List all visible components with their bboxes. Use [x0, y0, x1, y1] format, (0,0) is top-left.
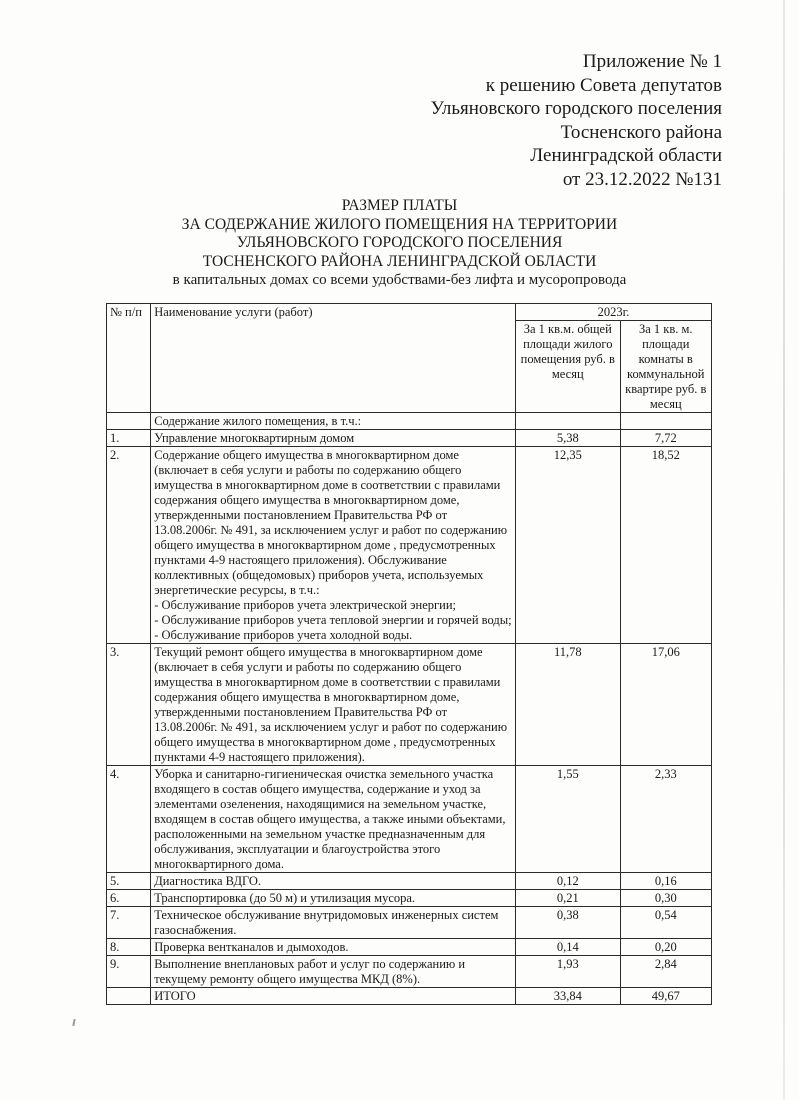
row-price-per-sqm: 0,21 [516, 890, 621, 907]
row-num: 5. [107, 873, 151, 890]
section-row [107, 413, 712, 430]
row-price-per-room-sqm: 0,30 [620, 890, 711, 907]
row-num: 6. [107, 890, 151, 907]
annex-line: от 23.12.2022 №131 [562, 168, 722, 190]
table-row [107, 447, 712, 644]
row-price-per-room-sqm: 7,72 [620, 430, 711, 447]
total-num-cell [107, 988, 151, 1005]
table-row [107, 939, 712, 956]
fee-table [106, 303, 712, 1005]
row-price-per-room-sqm: 0,54 [620, 907, 711, 939]
header-year: 2023г. [516, 304, 712, 321]
header-per-sqm: За 1 кв.м. общей площади жилого помещения руб. в месяц [516, 321, 621, 413]
table-row [107, 907, 712, 939]
table-row [107, 890, 712, 907]
header-per-room-sqm: За 1 кв. м. площади комнаты в коммунальной квартире руб. в месяц [620, 321, 711, 413]
total-per-room-sqm: 49,67 [620, 988, 711, 1005]
table-row [107, 644, 712, 766]
total-row [107, 988, 712, 1005]
section-v1-cell [516, 413, 621, 430]
row-price-per-sqm: 11,78 [516, 644, 621, 766]
title-line: ЗА СОДЕРЖАНИЕ ЖИЛОГО ПОМЕЩЕНИЯ НА ТЕРРИТОРИИ [181, 215, 618, 233]
title-subtitle: в капитальных домах со всеми удобствами-без лифта и мусоропровода [172, 272, 627, 288]
annex-line: Ленинградской области [530, 145, 722, 166]
row-price-per-sqm: 0,38 [516, 907, 621, 939]
row-price-per-sqm: 0,14 [516, 939, 621, 956]
row-service-name: Содержание общего имущества в многоквартирном доме (включает в себя услуги и работы по содержанию общего имущества в многоквартирном доме в соответствии с правилами содержания общего имущества в многоквартирном доме, утвержденными постановлением Правительства РФ от 13.08.2006г. № 491, за исключением услуг и работ по содержанию общего имущества в многоквартирном доме , предусмотренных пунктами 4-9 настоящего приложения). Обслуживание коллективных (общедомовых) приборов учета, используемых энергетические ресурсы, в т.ч.: - Обслуживание приборов учета электрической энергии; - Обслуживание приборов учета тепловой энергии и горячей воды; - Обслуживание приборов учета холодной воды. [151, 447, 516, 644]
row-num: 2. [107, 447, 151, 644]
row-service-name: Проверка вентканалов и дымоходов. [151, 939, 516, 956]
scan-speck [72, 1019, 75, 1026]
row-price-per-sqm: 0,12 [516, 873, 621, 890]
section-v2-cell [620, 413, 711, 430]
row-num: 4. [107, 766, 151, 873]
row-num: 7. [107, 907, 151, 939]
header-num: № п/п [107, 304, 151, 413]
row-num: 1. [107, 430, 151, 447]
row-price-per-room-sqm: 18,52 [620, 447, 711, 644]
section-num-cell [107, 413, 151, 430]
annex-line: к решению Совета депутатов [485, 74, 722, 96]
table-row [107, 430, 712, 447]
header-service-name: Наименование услуги (работ) [151, 304, 516, 413]
row-price-per-sqm: 5,38 [516, 430, 621, 447]
scan-edge-shadow [783, 0, 785, 1100]
title-line: РАЗМЕР ПЛАТЫ [341, 197, 458, 214]
table-row [107, 873, 712, 890]
section-label: Содержание жилого помещения, в т.ч.: [151, 413, 516, 430]
row-service-name: Транспортировка (до 50 м) и утилизация мусора. [151, 890, 516, 907]
annex-line: Приложение № 1 [582, 51, 722, 72]
row-price-per-sqm: 1,55 [516, 766, 621, 873]
total-per-sqm: 33,84 [516, 988, 621, 1005]
row-price-per-sqm: 1,93 [516, 956, 621, 988]
row-num: 3. [107, 644, 151, 766]
row-price-per-room-sqm: 2,84 [620, 956, 711, 988]
table-row [107, 956, 712, 988]
annex-line: Тосненского района [560, 121, 722, 143]
row-num: 8. [107, 939, 151, 956]
row-service-name: Уборка и санитарно-гигиеническая очистка земельного участка входящего в состав общего имущества, содержание и уход за элементами озеленения, находящимися на земельном участке, входящем в состав общего имущества, а также иными объектами, расположенными на земельном участке предназначенным для обслуживания, эксплуатации и благоустройства этого многоквартирного дома. [151, 766, 516, 873]
total-label: ИТОГО [151, 988, 516, 1005]
title-line: ТОСНЕНСКОГО РАЙОНА ЛЕНИНГРАДСКОЙ ОБЛАСТИ [202, 252, 597, 270]
table-row [107, 766, 712, 873]
row-service-name: Диагностика ВДГО. [151, 873, 516, 890]
row-service-name: Выполнение внеплановых работ и услуг по содержанию и текущему ремонту общего имущества МКД (8%). [151, 956, 516, 988]
annex-line: Ульяновского городского поселения [430, 98, 722, 119]
row-num: 9. [107, 956, 151, 988]
annex-header [431, 50, 722, 191]
table-header-row [107, 304, 712, 321]
row-price-per-room-sqm: 2,33 [620, 766, 711, 873]
row-service-name: Текущий ремонт общего имущества в многоквартирном доме (включает в себя услуги и работы по содержанию общего имущества в многоквартирном доме в соответствии с правилами содержания общего имущества в многоквартирном доме, утвержденными постановлением Правительства РФ от 13.08.2006г. № 491, за исключением услуг и работ по содержанию общего имущества в многоквартирном доме , предусмотренных пунктами 4-9 настоящего приложения). [151, 644, 516, 766]
row-price-per-room-sqm: 0,16 [620, 873, 711, 890]
row-service-name: Управление многоквартирным домом [151, 430, 516, 447]
row-price-per-room-sqm: 0,20 [620, 939, 711, 956]
document-title [0, 197, 799, 290]
title-line: УЛЬЯНОВСКОГО ГОРОДСКОГО ПОСЕЛЕНИЯ [236, 234, 563, 251]
row-service-name: Техническое обслуживание внутридомовых инженерных систем газоснабжения. [151, 907, 516, 939]
row-price-per-room-sqm: 17,06 [620, 644, 711, 766]
row-price-per-sqm: 12,35 [516, 447, 621, 644]
